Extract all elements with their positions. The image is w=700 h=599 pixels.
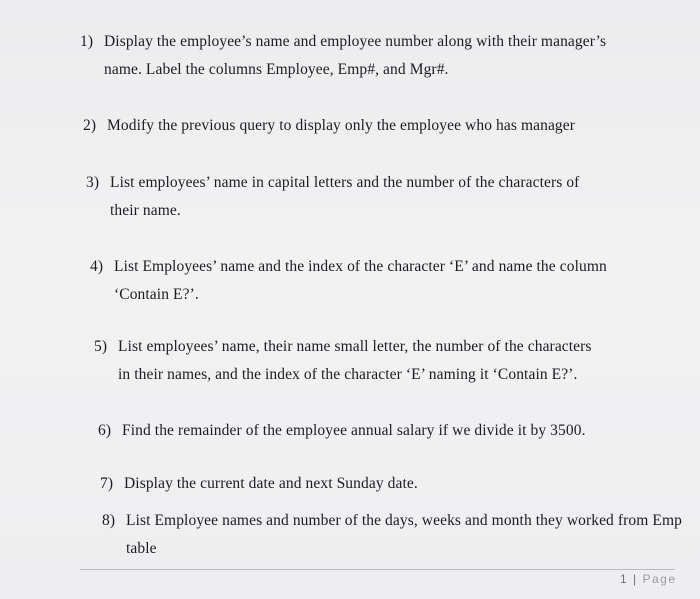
question-5 [94, 333, 592, 389]
question-7-number: 7) [100, 475, 114, 492]
question-3-line-1: List employees’ name in capital letters and the number of the characters of [110, 174, 580, 191]
question-4 [90, 253, 607, 309]
question-2-line-1: Modify the previous query to display only the employee who has manager [107, 117, 576, 134]
question-2 [83, 112, 575, 140]
question-1-line-2: name. Label the columns Employee, Emp#, and Mgr#. [104, 61, 449, 78]
question-4-line-2: ‘Contain E?’. [114, 286, 199, 303]
footer-divider [80, 569, 675, 570]
question-4-number: 4) [90, 258, 104, 275]
page-separator: | [633, 572, 638, 586]
question-3-line-2: their name. [110, 202, 181, 219]
question-1-number: 1) [80, 33, 94, 50]
question-8-line-1: List Employee names and number of the days, weeks and month they worked from Emp [126, 512, 682, 529]
question-2-number: 2) [83, 117, 97, 134]
question-1 [80, 28, 606, 84]
question-8 [102, 507, 682, 563]
question-6-number: 6) [98, 422, 112, 439]
question-6-line-1: Find the remainder of the employee annual salary if we divide it by 3500. [122, 422, 586, 439]
question-7 [100, 470, 418, 498]
page-number: 1 [620, 572, 629, 586]
question-6 [98, 417, 586, 445]
question-5-number: 5) [94, 338, 108, 355]
question-3 [86, 169, 579, 225]
question-5-line-2: in their names, and the index of the character ‘E’ naming it ‘Contain E?’. [118, 366, 578, 383]
question-8-number: 8) [102, 512, 116, 529]
question-7-line-1: Display the current date and next Sunday date. [124, 475, 418, 492]
question-3-number: 3) [86, 174, 100, 191]
question-4-line-1: List Employees’ name and the index of the character ‘E’ and name the column [114, 258, 607, 275]
question-5-line-1: List employees’ name, their name small letter, the number of the characters [118, 338, 592, 355]
question-8-line-2: table [126, 540, 157, 557]
page-footer [620, 572, 677, 586]
page-label: Page [642, 572, 677, 586]
question-1-line-1: Display the employee’s name and employee number along with their manager’s [104, 33, 607, 50]
